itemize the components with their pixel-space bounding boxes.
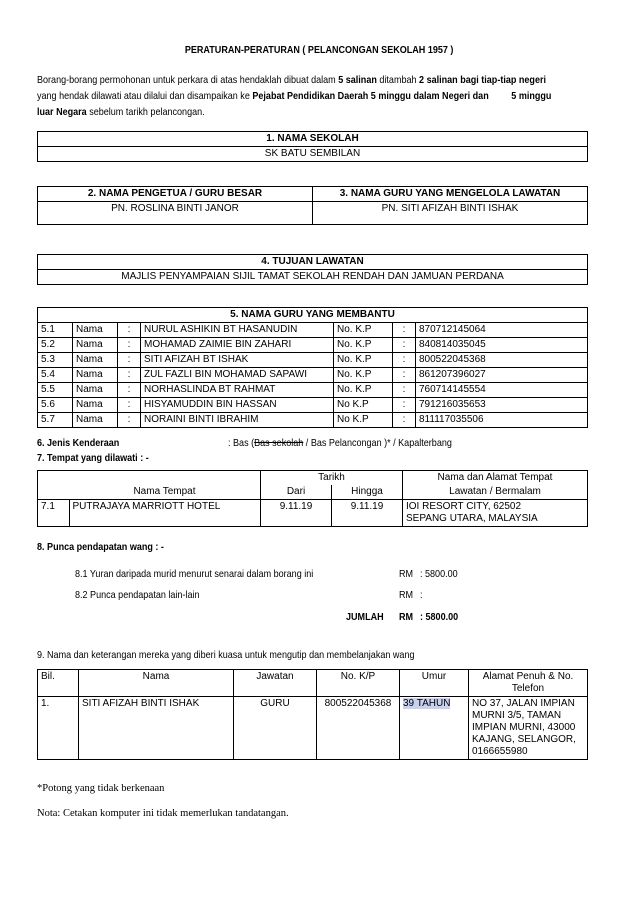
school-name-header: 1. NAMA SEKOLAH [38,132,588,147]
place-name: PUTRAJAYA MARRIOTT HOTEL [69,500,261,527]
teacher-name-label: Nama [73,413,118,428]
table-row [38,368,588,383]
teacher-name: HISYAMUDDIN BIN HASSAN [141,398,334,413]
teacher-ic-label: No. K.P [334,368,393,383]
col-age-header: Umur [400,670,469,697]
teacher-name-sep: : [118,413,141,428]
teacher-ic: 811117035506 [416,413,588,428]
vehicle-label: 6. Jenis Kenderaan [37,437,120,449]
headmaster-value: PN. ROSLINA BINTI JANOR [38,202,313,225]
teacher-ic-label: No K.P [334,413,393,428]
teacher-name: NORHASLINDA BT RAHMAT [141,383,334,398]
teacher-ic-sep: : [393,368,416,383]
income-total-label: JUMLAH [346,611,384,623]
teacher-number: 5.7 [38,413,73,428]
address-header-line1: Nama dan Alamat Tempat [403,471,588,486]
table-row [38,413,588,428]
table-row [38,323,588,338]
teacher-name-label: Nama [73,383,118,398]
authorised-table [37,669,588,760]
table-row [38,398,588,413]
date-to-header: Hingga [332,485,403,500]
vehicle-value: : Bas (Bas sekolah / Bas Pelancongan )* / Kapalterbang [228,437,452,449]
school-name-value: SK BATU SEMBILAN [38,147,588,162]
assistant-teachers-header: 5. NAMA GURU YANG MEMBANTU [38,308,588,323]
place-name-header: Nama Tempat [69,471,261,500]
col-bil-header: Bil. [38,670,79,697]
income-fees-value: : 5800.00 [420,568,458,580]
place-number: 7.1 [38,500,70,527]
headmaster-organiser-table [37,186,588,225]
teacher-ic-sep: : [393,383,416,398]
teacher-ic-label: No. K.P [334,353,393,368]
table-row [38,383,588,398]
teacher-ic-label: No K.P [334,398,393,413]
col-position-header: Jawatan [234,670,317,697]
teacher-ic-sep: : [393,353,416,368]
teacher-number: 5.5 [38,383,73,398]
date-header: Tarikh [261,471,403,486]
table-row [38,338,588,353]
teacher-ic: 760714145554 [416,383,588,398]
organiser-header: 3. NAMA GURU YANG MENGELOLA LAWATAN [313,187,588,202]
table-row [38,697,588,760]
organiser-value: PN. SITI AFIZAH BINTI ISHAK [313,202,588,225]
date-from-header: Dari [261,485,332,500]
row-name: SITI AFIZAH BINTI ISHAK [79,697,234,760]
teacher-ic-label: No. K.P [334,323,393,338]
teacher-name-label: Nama [73,338,118,353]
headmaster-header: 2. NAMA PENGETUA / GURU BESAR [38,187,313,202]
teacher-name-sep: : [118,383,141,398]
income-fees-label: 8.1 Yuran daripada murid menurut senarai dalam borang ini [75,568,314,580]
row-ic: 800522045368 [317,697,400,760]
teacher-number: 5.4 [38,368,73,383]
income-fees-currency: RM [399,568,414,580]
school-name-table [37,131,588,162]
income-label: 8. Punca pendapatan wang : - [37,541,164,553]
date-to: 9.11.19 [332,500,403,527]
teacher-name-sep: : [118,338,141,353]
teacher-name-label: Nama [73,323,118,338]
income-total-currency: RM [399,611,414,623]
income-other-label: 8.2 Punca pendapatan lain-lain [75,589,200,601]
teacher-ic-sep: : [393,398,416,413]
intro-paragraph: Borang-borang permohonan untuk perkara di atas hendaklah dibuat dalam 5 salinan ditambah 2 salinan bagi tiap-tiap negeri yang hendak dilawati atau dilalui dan disampaikan ke Pejabat Pendidikan Daerah 5 minggu dalam Negeri dan 5 minggu luar Negara sebelum tarikh pelancongan. [37,74,552,118]
purpose-value: MAJLIS PENYAMPAIAN SIJIL TAMAT SEKOLAH RENDAH DAN JAMUAN PERDANA [38,270,588,285]
teacher-name: ZUL FAZLI BIN MOHAMAD SAPAWI [141,368,334,383]
row-age: 39 TAHUN [400,697,469,760]
authorised-label: 9. Nama dan keterangan mereka yang diberi kuasa untuk mengutip dan membelanjakan wang [37,649,415,661]
teacher-ic: 840814035045 [416,338,588,353]
teacher-name: NORAINI BINTI IBRAHIM [141,413,334,428]
document-title: PERATURAN-PERATURAN ( PELANCONGAN SEKOLAH 1957 ) [184,44,454,56]
teacher-name: NURUL ASHIKIN BT HASANUDIN [141,323,334,338]
teacher-name-sep: : [118,398,141,413]
teacher-number: 5.2 [38,338,73,353]
row-position: GURU [234,697,317,760]
table-row [38,353,588,368]
income-total-value: : 5800.00 [420,611,459,623]
teacher-ic-sep: : [393,323,416,338]
income-other-currency: RM [399,589,414,601]
col-ic-header: No. K/P [317,670,400,697]
address-header-line2: Lawatan / Bermalam [403,485,588,500]
teacher-ic: 861207396027 [416,368,588,383]
teacher-name: MOHAMAD ZAIMIE BIN ZAHARI [141,338,334,353]
purpose-header: 4. TUJUAN LAWATAN [38,255,588,270]
signature-note: Nota: Cetakan komputer ini tidak memerlukan tandatangan. [37,808,289,819]
teacher-name-sep: : [118,368,141,383]
teacher-name-label: Nama [73,368,118,383]
teacher-ic: 870712145064 [416,323,588,338]
date-from: 9.11.19 [261,500,332,527]
places-label: 7. Tempat yang dilawati : - [37,452,149,464]
teacher-ic: 791216035653 [416,398,588,413]
teacher-ic-label: No. K.P [334,383,393,398]
teacher-name-label: Nama [73,398,118,413]
teacher-name-sep: : [118,323,141,338]
teacher-name-sep: : [118,353,141,368]
assistant-teachers-table [37,307,588,428]
col-address-header: Alamat Penuh & No. Telefon [469,670,588,697]
row-address: NO 37, JALAN IMPIAN MURNI 3/5, TAMAN IMPIAN MURNI, 43000 KAJANG, SELANGOR, 0166655980 [469,697,588,760]
teacher-ic: 800522045368 [416,353,588,368]
purpose-table [37,254,588,285]
teacher-number: 5.3 [38,353,73,368]
teacher-number: 5.6 [38,398,73,413]
teacher-name: SITI AFIZAH BT ISHAK [141,353,334,368]
table-row [38,500,588,527]
teacher-ic-sep: : [393,413,416,428]
teacher-ic-sep: : [393,338,416,353]
place-address: IOI RESORT CITY, 62502 SEPANG UTARA, MALAYSIA [403,500,588,527]
places-table [37,470,588,527]
teacher-ic-label: No. K.P [334,338,393,353]
col-name-header: Nama [79,670,234,697]
row-bil: 1. [38,697,79,760]
strike-note: *Potong yang tidak berkenaan [37,783,165,794]
teacher-number: 5.1 [38,323,73,338]
income-other-value: : [420,589,423,601]
teacher-name-label: Nama [73,353,118,368]
